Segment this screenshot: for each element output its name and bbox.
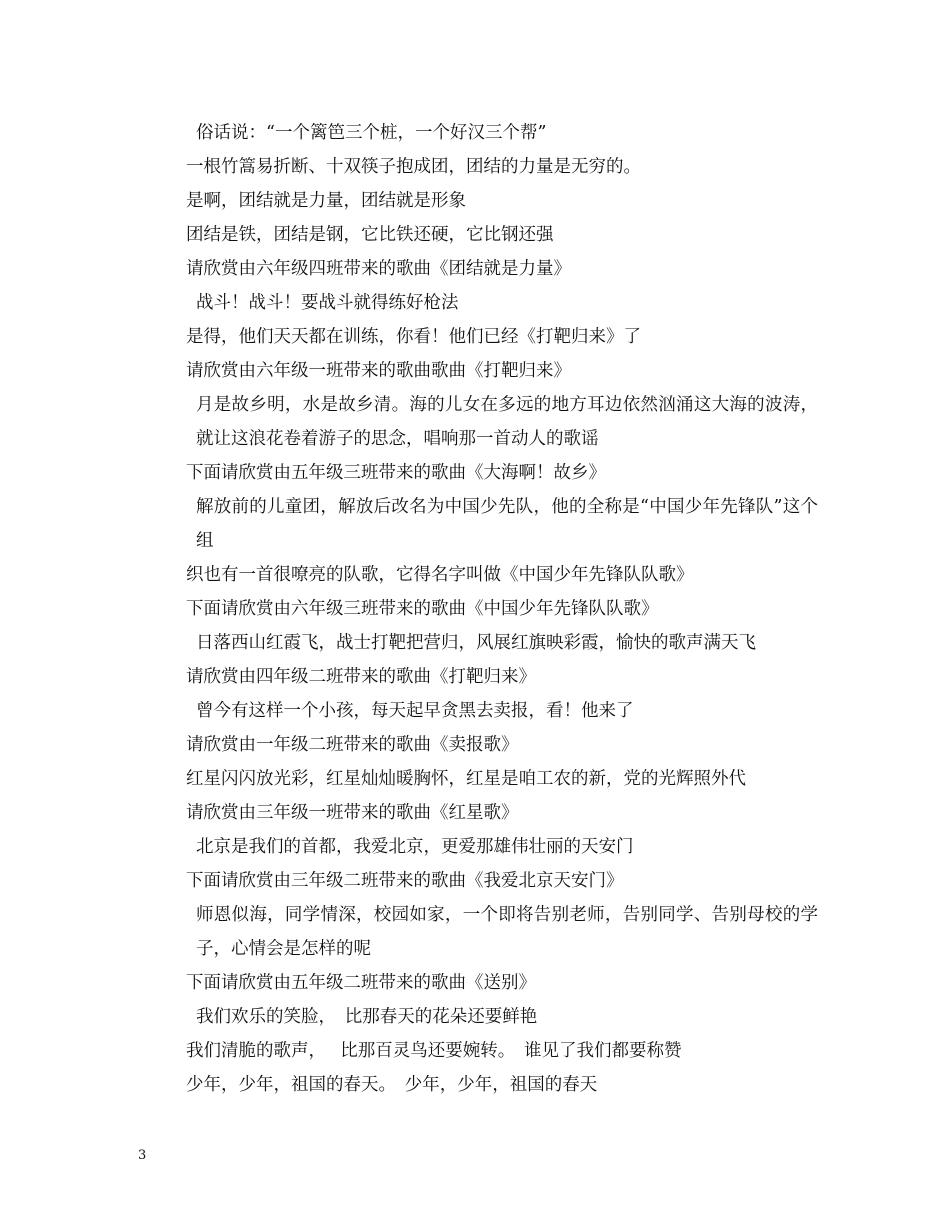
text-line: 日落西山红霞飞，战士打靶把营归，风展红旗映彩霞，愉快的歌声满天飞: [196, 633, 756, 653]
text-line: 我们清脆的歌声， 比那百灵鸟还要婉转。 谁见了我们都要称赞: [186, 1041, 682, 1061]
text-line: 红星闪闪放光彩，红星灿灿暖胸怀，红星是咱工农的新，党的光辉照外代: [186, 769, 746, 789]
text-line: 少年，少年，祖国的春天。 少年，少年，祖国的春天: [186, 1075, 598, 1095]
text-line: 曾今有这样一个小孩，每天起早贪黑去卖报，看！他来了: [196, 701, 634, 721]
text-line: 我们欢乐的笑脸， 比那春天的花朵还要鲜艳: [196, 1007, 538, 1027]
text-line: 解放前的儿童团，解放后改名为中国少先队，他的全称是“中国少年先锋队”这个组: [196, 497, 818, 551]
text-line: 是得，他们天天都在训练，你看！他们已经《打靶归来》了: [186, 327, 641, 347]
text-line: 月是故乡明，水是故乡清。海的儿女在多远的地方耳边依然汹涌这大海的波涛，就让这浪花卷着游子的思念，唱响那一首动人的歌谣: [196, 395, 818, 449]
text-line: 下面请欣赏由六年级三班带来的歌曲《中国少年先锋队队歌》: [186, 599, 659, 619]
text-line: 团结是铁，团结是钢，它比铁还硬，它比钢还强: [186, 225, 554, 245]
text-line: 织也有一首很嘹亮的队歌，它得名字叫做《中国少年先锋队队歌》: [186, 565, 694, 585]
body-text: [138, 116, 818, 1102]
page-number: 3: [138, 1148, 147, 1163]
text-line: 请欣赏由三年级一班带来的歌曲《红星歌》: [186, 803, 519, 823]
text-line: 请欣赏由六年级一班带来的歌曲歌曲《打靶归来》: [186, 361, 571, 381]
text-line: 请欣赏由四年级二班带来的歌曲《打靶归来》: [186, 667, 536, 687]
text-line: 北京是我们的首都，我爱北京，更爱那雄伟壮丽的天安门: [196, 837, 634, 857]
text-line: 请欣赏由一年级二班带来的歌曲《卖报歌》: [186, 735, 519, 755]
text-line: 请欣赏由六年级四班带来的歌曲《团结就是力量》: [186, 259, 571, 279]
text-line: 俗话说：“一个篱笆三个桩，一个好汉三个帮”: [196, 123, 547, 143]
text-line: 战斗！战斗！要战斗就得练好枪法: [196, 293, 459, 313]
text-line: 下面请欣赏由三年级二班带来的歌曲《我爱北京天安门》: [186, 871, 624, 891]
text-line: 师恩似海，同学情深，校园如家，一个即将告别老师，告别同学、告别母校的学子，心情会是怎样的呢: [196, 905, 818, 959]
text-line: 下面请欣赏由五年级二班带来的歌曲《送别》: [186, 973, 536, 993]
text-line: 下面请欣赏由五年级三班带来的歌曲《大海啊！故乡》: [186, 463, 606, 483]
text-line: 是啊，团结就是力量，团结就是形象: [186, 191, 466, 211]
text-line: 一根竹篙易折断、十双筷子抱成团，团结的力量是无穷的。: [186, 157, 641, 177]
